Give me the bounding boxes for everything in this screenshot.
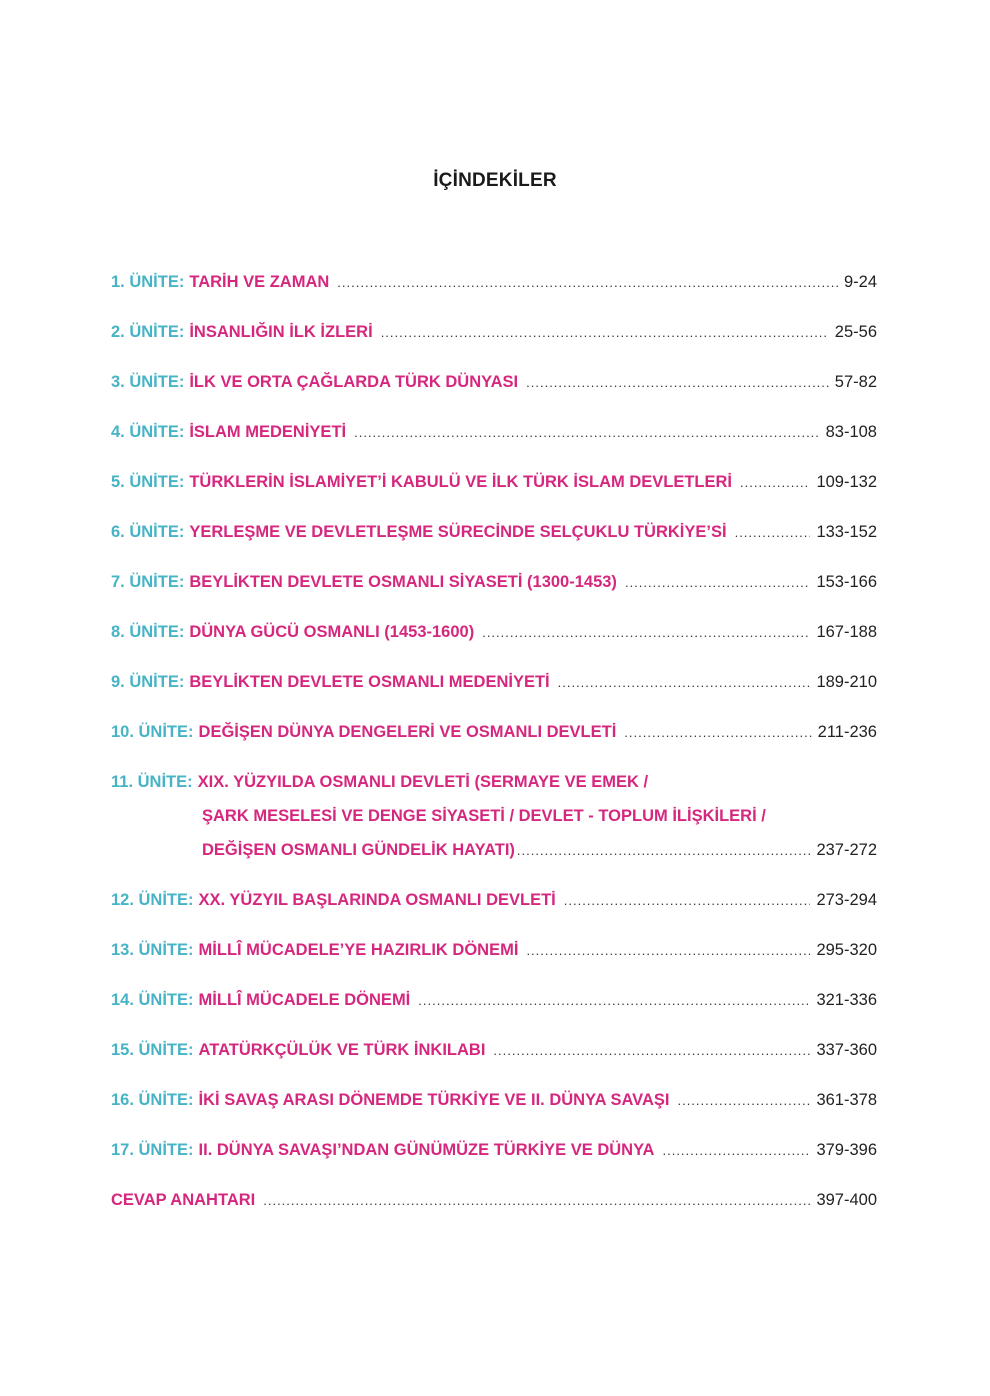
unit-title-line-3: DEĞİŞEN OSMANLI GÜNDELİK HAYATI) <box>202 841 515 859</box>
unit-label: 8. ÜNİTE: <box>111 623 185 641</box>
page-range: 211-236 <box>817 723 877 741</box>
toc-entry-unit-4[interactable] <box>111 418 877 468</box>
unit-title: İSLAM MEDENİYETİ <box>189 423 347 441</box>
toc-entry-unit-11[interactable] <box>111 768 877 886</box>
dot-leader <box>526 369 829 397</box>
page-range: 189-210 <box>816 673 877 691</box>
unit-label: 7. ÜNİTE: <box>111 573 185 591</box>
page-range: 109-132 <box>816 473 877 491</box>
toc-entry-unit-6[interactable] <box>111 518 877 568</box>
dot-leader <box>526 937 810 965</box>
page-range: 321-336 <box>816 991 877 1009</box>
page-range: 57-82 <box>834 373 877 391</box>
page-range: 167-188 <box>816 623 877 641</box>
unit-label: 10. ÜNİTE: <box>111 723 194 741</box>
dot-leader <box>418 987 810 1015</box>
unit-label: 2. ÜNİTE: <box>111 323 185 341</box>
dot-leader <box>337 269 838 297</box>
dot-leader <box>677 1087 810 1115</box>
unit-label: 13. ÜNİTE: <box>111 941 194 959</box>
toc-entry-unit-14[interactable] <box>111 986 877 1036</box>
unit-label: 6. ÜNİTE: <box>111 523 185 541</box>
page-range: 83-108 <box>825 423 877 441</box>
unit-title: BEYLİKTEN DEVLETE OSMANLI MEDENİYETİ <box>189 673 550 691</box>
dot-leader <box>354 419 820 447</box>
unit-title: II. DÜNYA SAVAŞI’NDAN GÜNÜMÜZE TÜRKİYE VE DÜNYA <box>198 1141 655 1159</box>
unit-title-line-1: XIX. YÜZYILDA OSMANLI DEVLETİ (SERMAYE VE EMEK / <box>197 773 649 791</box>
unit-title: TARİH VE ZAMAN <box>189 273 330 291</box>
toc-entry-unit-15[interactable] <box>111 1036 877 1086</box>
toc-entry-unit-13[interactable] <box>111 936 877 986</box>
unit-title: MİLLÎ MÜCADELE’YE HAZIRLIK DÖNEMİ <box>198 941 519 959</box>
unit-title: İNSANLIĞIN İLK İZLERİ <box>189 323 373 341</box>
dot-leader <box>624 719 811 747</box>
toc-entry-unit-12[interactable] <box>111 886 877 936</box>
page-range: 379-396 <box>816 1141 877 1159</box>
page-range: 397-400 <box>816 1191 877 1209</box>
unit-label: 12. ÜNİTE: <box>111 891 194 909</box>
unit-title: XX. YÜZYIL BAŞLARINDA OSMANLI DEVLETİ <box>198 891 556 909</box>
toc-entry-unit-5[interactable] <box>111 468 877 518</box>
page-range: 337-360 <box>816 1041 877 1059</box>
dot-leader <box>564 887 811 915</box>
table-of-contents <box>111 268 877 1236</box>
unit-label: 16. ÜNİTE: <box>111 1091 194 1109</box>
toc-entry-unit-10[interactable] <box>111 718 877 768</box>
toc-entry-unit-2[interactable] <box>111 318 877 368</box>
page-range: 153-166 <box>816 573 877 591</box>
unit-label: 14. ÜNİTE: <box>111 991 194 1009</box>
unit-title: YERLEŞME VE DEVLETLEŞME SÜRECİNDE SELÇUKLU TÜRKİYE’Sİ <box>189 523 727 541</box>
page-range: 133-152 <box>816 523 877 541</box>
unit-label: 1. ÜNİTE: <box>111 273 185 291</box>
page-range: 9-24 <box>843 273 877 291</box>
dot-leader <box>735 519 811 547</box>
page-title: İÇİNDEKİLER <box>433 170 557 191</box>
toc-entry-unit-1[interactable] <box>111 268 877 318</box>
page-range: 273-294 <box>816 891 877 909</box>
unit-title: TÜRKLERİN İSLAMİYET’İ KABULÜ VE İLK TÜRK İSLAM DEVLETLERİ <box>189 473 733 491</box>
unit-title: ATATÜRKÇÜLÜK VE TÜRK İNKILABI <box>198 1041 486 1059</box>
toc-entry-unit-3[interactable] <box>111 368 877 418</box>
dot-leader <box>263 1187 810 1215</box>
unit-title: İLK VE ORTA ÇAĞLARDA TÜRK DÜNYASI <box>189 373 519 391</box>
unit-title: DÜNYA GÜCÜ OSMANLI (1453-1600) <box>189 623 475 641</box>
unit-title: DEĞİŞEN DÜNYA DENGELERİ VE OSMANLI DEVLETİ <box>198 723 617 741</box>
dot-leader <box>482 619 810 647</box>
unit-label: 5. ÜNİTE: <box>111 473 185 491</box>
unit-title: BEYLİKTEN DEVLETE OSMANLI SİYASETİ (1300-1453) <box>189 573 617 591</box>
unit-label: 9. ÜNİTE: <box>111 673 185 691</box>
toc-entry-unit-17[interactable] <box>111 1136 877 1186</box>
unit-title: MİLLÎ MÜCADELE DÖNEMİ <box>198 991 411 1009</box>
answer-key-title: CEVAP ANAHTARI <box>111 1191 256 1209</box>
dot-leader <box>517 837 811 865</box>
page-range: 237-272 <box>816 841 877 859</box>
unit-label: 15. ÜNİTE: <box>111 1041 194 1059</box>
dot-leader <box>662 1137 810 1165</box>
unit-title: İKİ SAVAŞ ARASI DÖNEMDE TÜRKİYE VE II. DÜNYA SAVAŞI <box>198 1091 670 1109</box>
unit-label: 11. ÜNİTE: <box>111 773 193 791</box>
dot-leader <box>625 569 811 597</box>
dot-leader <box>740 469 810 497</box>
toc-entry-answer-key[interactable] <box>111 1186 877 1236</box>
dot-leader <box>493 1037 810 1065</box>
toc-entry-unit-7[interactable] <box>111 568 877 618</box>
unit-title-line-2: ŞARK MESELESİ VE DENGE SİYASETİ / DEVLET - TOPLUM İLİŞKİLERİ / <box>202 807 766 825</box>
toc-entry-unit-16[interactable] <box>111 1086 877 1136</box>
page-range: 25-56 <box>834 323 877 341</box>
toc-entry-unit-9[interactable] <box>111 668 877 718</box>
dot-leader <box>558 669 811 697</box>
page-range: 361-378 <box>816 1091 877 1109</box>
dot-leader <box>381 319 829 347</box>
unit-label: 3. ÜNİTE: <box>111 373 185 391</box>
unit-label: 17. ÜNİTE: <box>111 1141 194 1159</box>
unit-label: 4. ÜNİTE: <box>111 423 185 441</box>
toc-entry-unit-8[interactable] <box>111 618 877 668</box>
page-range: 295-320 <box>816 941 877 959</box>
